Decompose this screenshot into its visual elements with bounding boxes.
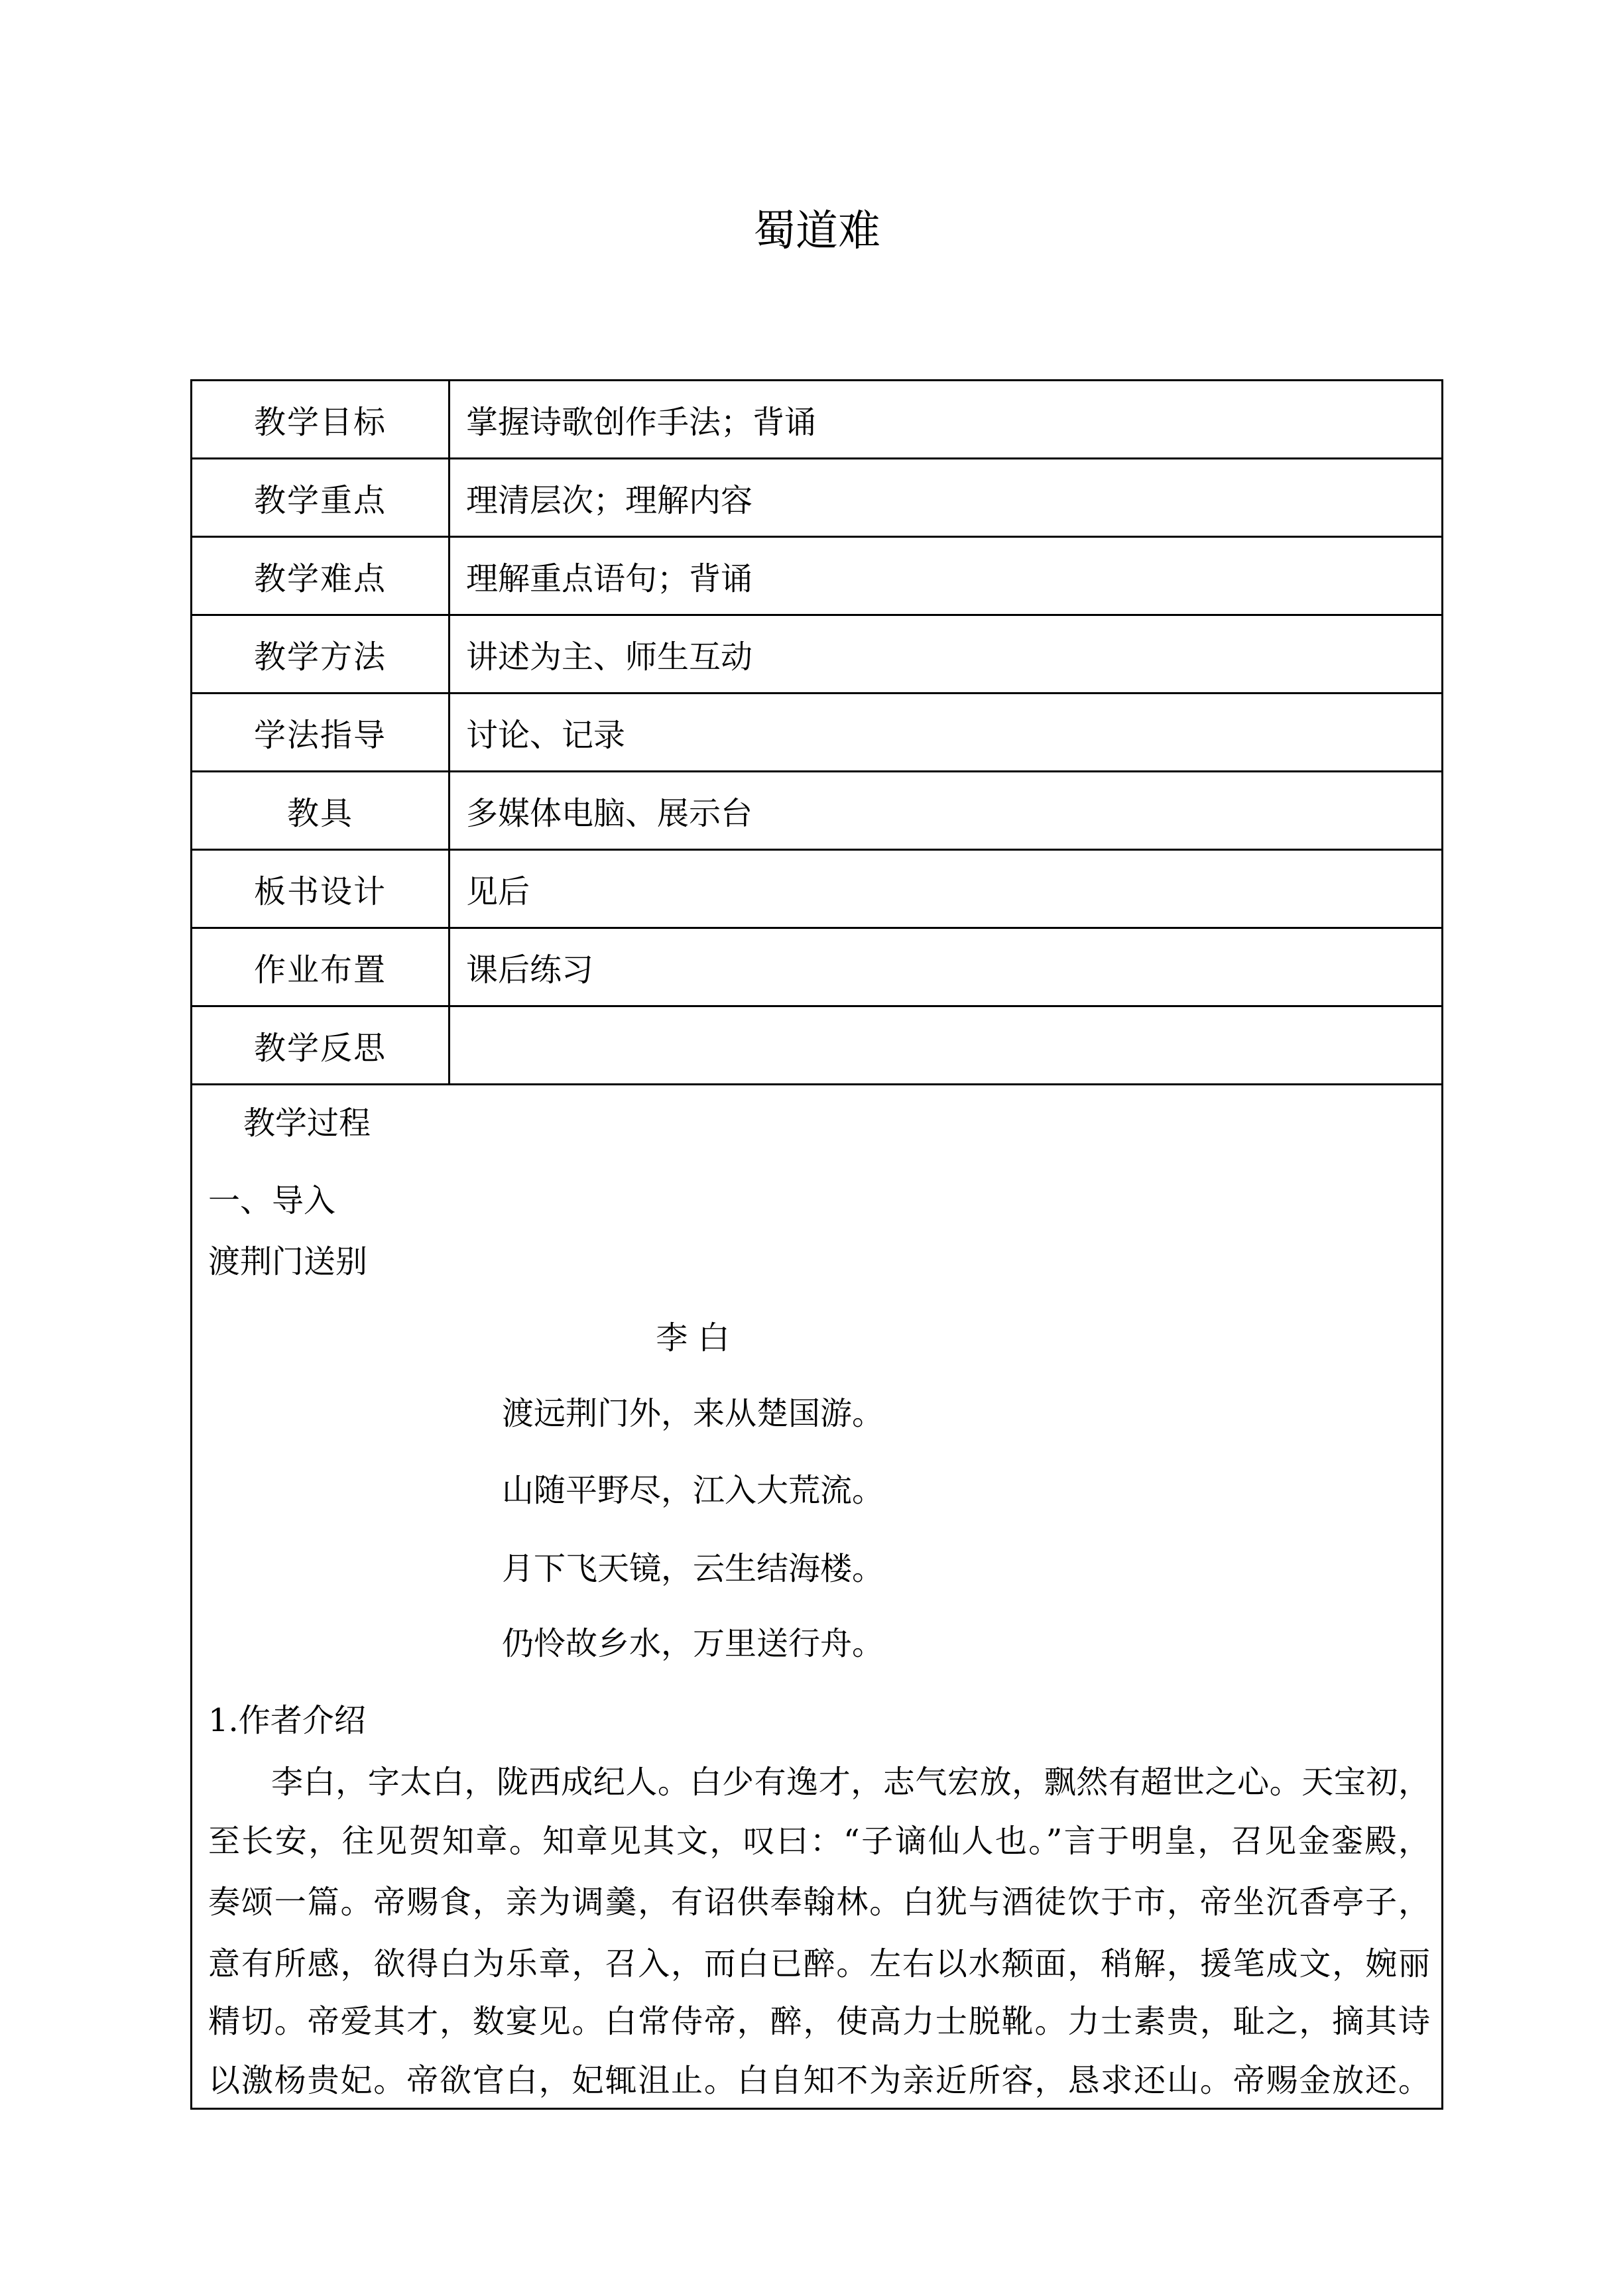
author-bio-line: 以激杨贵妃。帝欲官白，妃辄沮止。白自知不为亲近所容，恳求还山。帝赐金放还。 bbox=[208, 2062, 1430, 2099]
key-points-value: 理清层次；理解内容 bbox=[466, 482, 753, 519]
study-guidance-value: 讨论、记录 bbox=[466, 717, 626, 754]
section-heading-introduction: 一、导入 bbox=[208, 1182, 336, 1219]
row-teaching-methods bbox=[192, 616, 1441, 694]
homework-value: 课后练习 bbox=[466, 951, 594, 989]
difficult-points-label: 教学难点 bbox=[192, 538, 450, 614]
blackboard-design-value: 见后 bbox=[466, 873, 530, 910]
key-points-label: 教学重点 bbox=[192, 459, 450, 536]
row-blackboard-design bbox=[192, 851, 1441, 929]
study-guidance-label: 学法指导 bbox=[192, 694, 450, 770]
row-teaching-aids bbox=[192, 772, 1441, 851]
poem-line: 山随平野尽，江入大荒流。 bbox=[501, 1472, 884, 1509]
teaching-objectives-label: 教学目标 bbox=[192, 381, 450, 457]
poem-title: 渡荆门送别 bbox=[208, 1243, 368, 1280]
row-key-points bbox=[192, 459, 1441, 538]
subsection-heading-author-intro: 1.作者介绍 bbox=[208, 1702, 366, 1739]
teaching-aids-value: 多媒体电脑、展示台 bbox=[466, 795, 753, 832]
poem-author: 李 白 bbox=[656, 1319, 730, 1357]
teaching-objectives-value: 掌握诗歌创作手法；背诵 bbox=[466, 404, 817, 441]
blackboard-design-label: 板书设计 bbox=[192, 851, 450, 927]
poem-line: 月下飞天镜，云生结海楼。 bbox=[501, 1550, 884, 1587]
poem-line: 仍怜故乡水，万里送行舟。 bbox=[501, 1625, 884, 1662]
teaching-process-cell bbox=[192, 1085, 1441, 2108]
difficult-points-value: 理解重点语句；背诵 bbox=[466, 560, 753, 597]
author-bio-line: 李白，字太白，陇西成纪人。白少有逸才，志气宏放，飘然有超世之心。天宝初， bbox=[271, 1764, 1430, 1801]
document-title: 蜀道难 bbox=[753, 207, 880, 256]
author-bio-line: 奏颂一篇。帝赐食，亲为调羹，有诏供奉翰林。白犹与酒徒饮于市，帝坐沉香亭子， bbox=[208, 1884, 1430, 1921]
row-teaching-objectives bbox=[192, 381, 1441, 459]
row-study-guidance bbox=[192, 694, 1441, 772]
author-bio-line: 精切。帝爱其才，数宴见。白常侍帝，醉，使高力士脱靴。力士素贵，耻之，摘其诗 bbox=[208, 2003, 1430, 2040]
teaching-methods-value: 讲述为主、师生互动 bbox=[466, 638, 753, 676]
author-bio-line: 至长安，往见贺知章。知章见其文，叹曰：“子谪仙人也。”言于明皇，召见金銮殿， bbox=[208, 1823, 1430, 1860]
teaching-process-heading: 教学过程 bbox=[243, 1105, 371, 1142]
author-bio-line: 意有所感，欲得白为乐章，召入，而白已醉。左右以水颒面，稍解，援笔成文，婉丽 bbox=[208, 1945, 1430, 1982]
poem-line: 渡远荆门外，来从楚国游。 bbox=[501, 1395, 884, 1432]
row-difficult-points bbox=[192, 538, 1441, 616]
teaching-aids-label: 教具 bbox=[192, 772, 450, 849]
homework-label: 作业布置 bbox=[192, 929, 450, 1005]
teaching-reflection-value bbox=[450, 1007, 1441, 1083]
teaching-reflection-label: 教学反思 bbox=[192, 1007, 450, 1083]
row-homework bbox=[192, 929, 1441, 1007]
lesson-plan-table bbox=[190, 379, 1443, 2110]
teaching-methods-label: 教学方法 bbox=[192, 616, 450, 692]
row-teaching-reflection bbox=[192, 1007, 1441, 1085]
